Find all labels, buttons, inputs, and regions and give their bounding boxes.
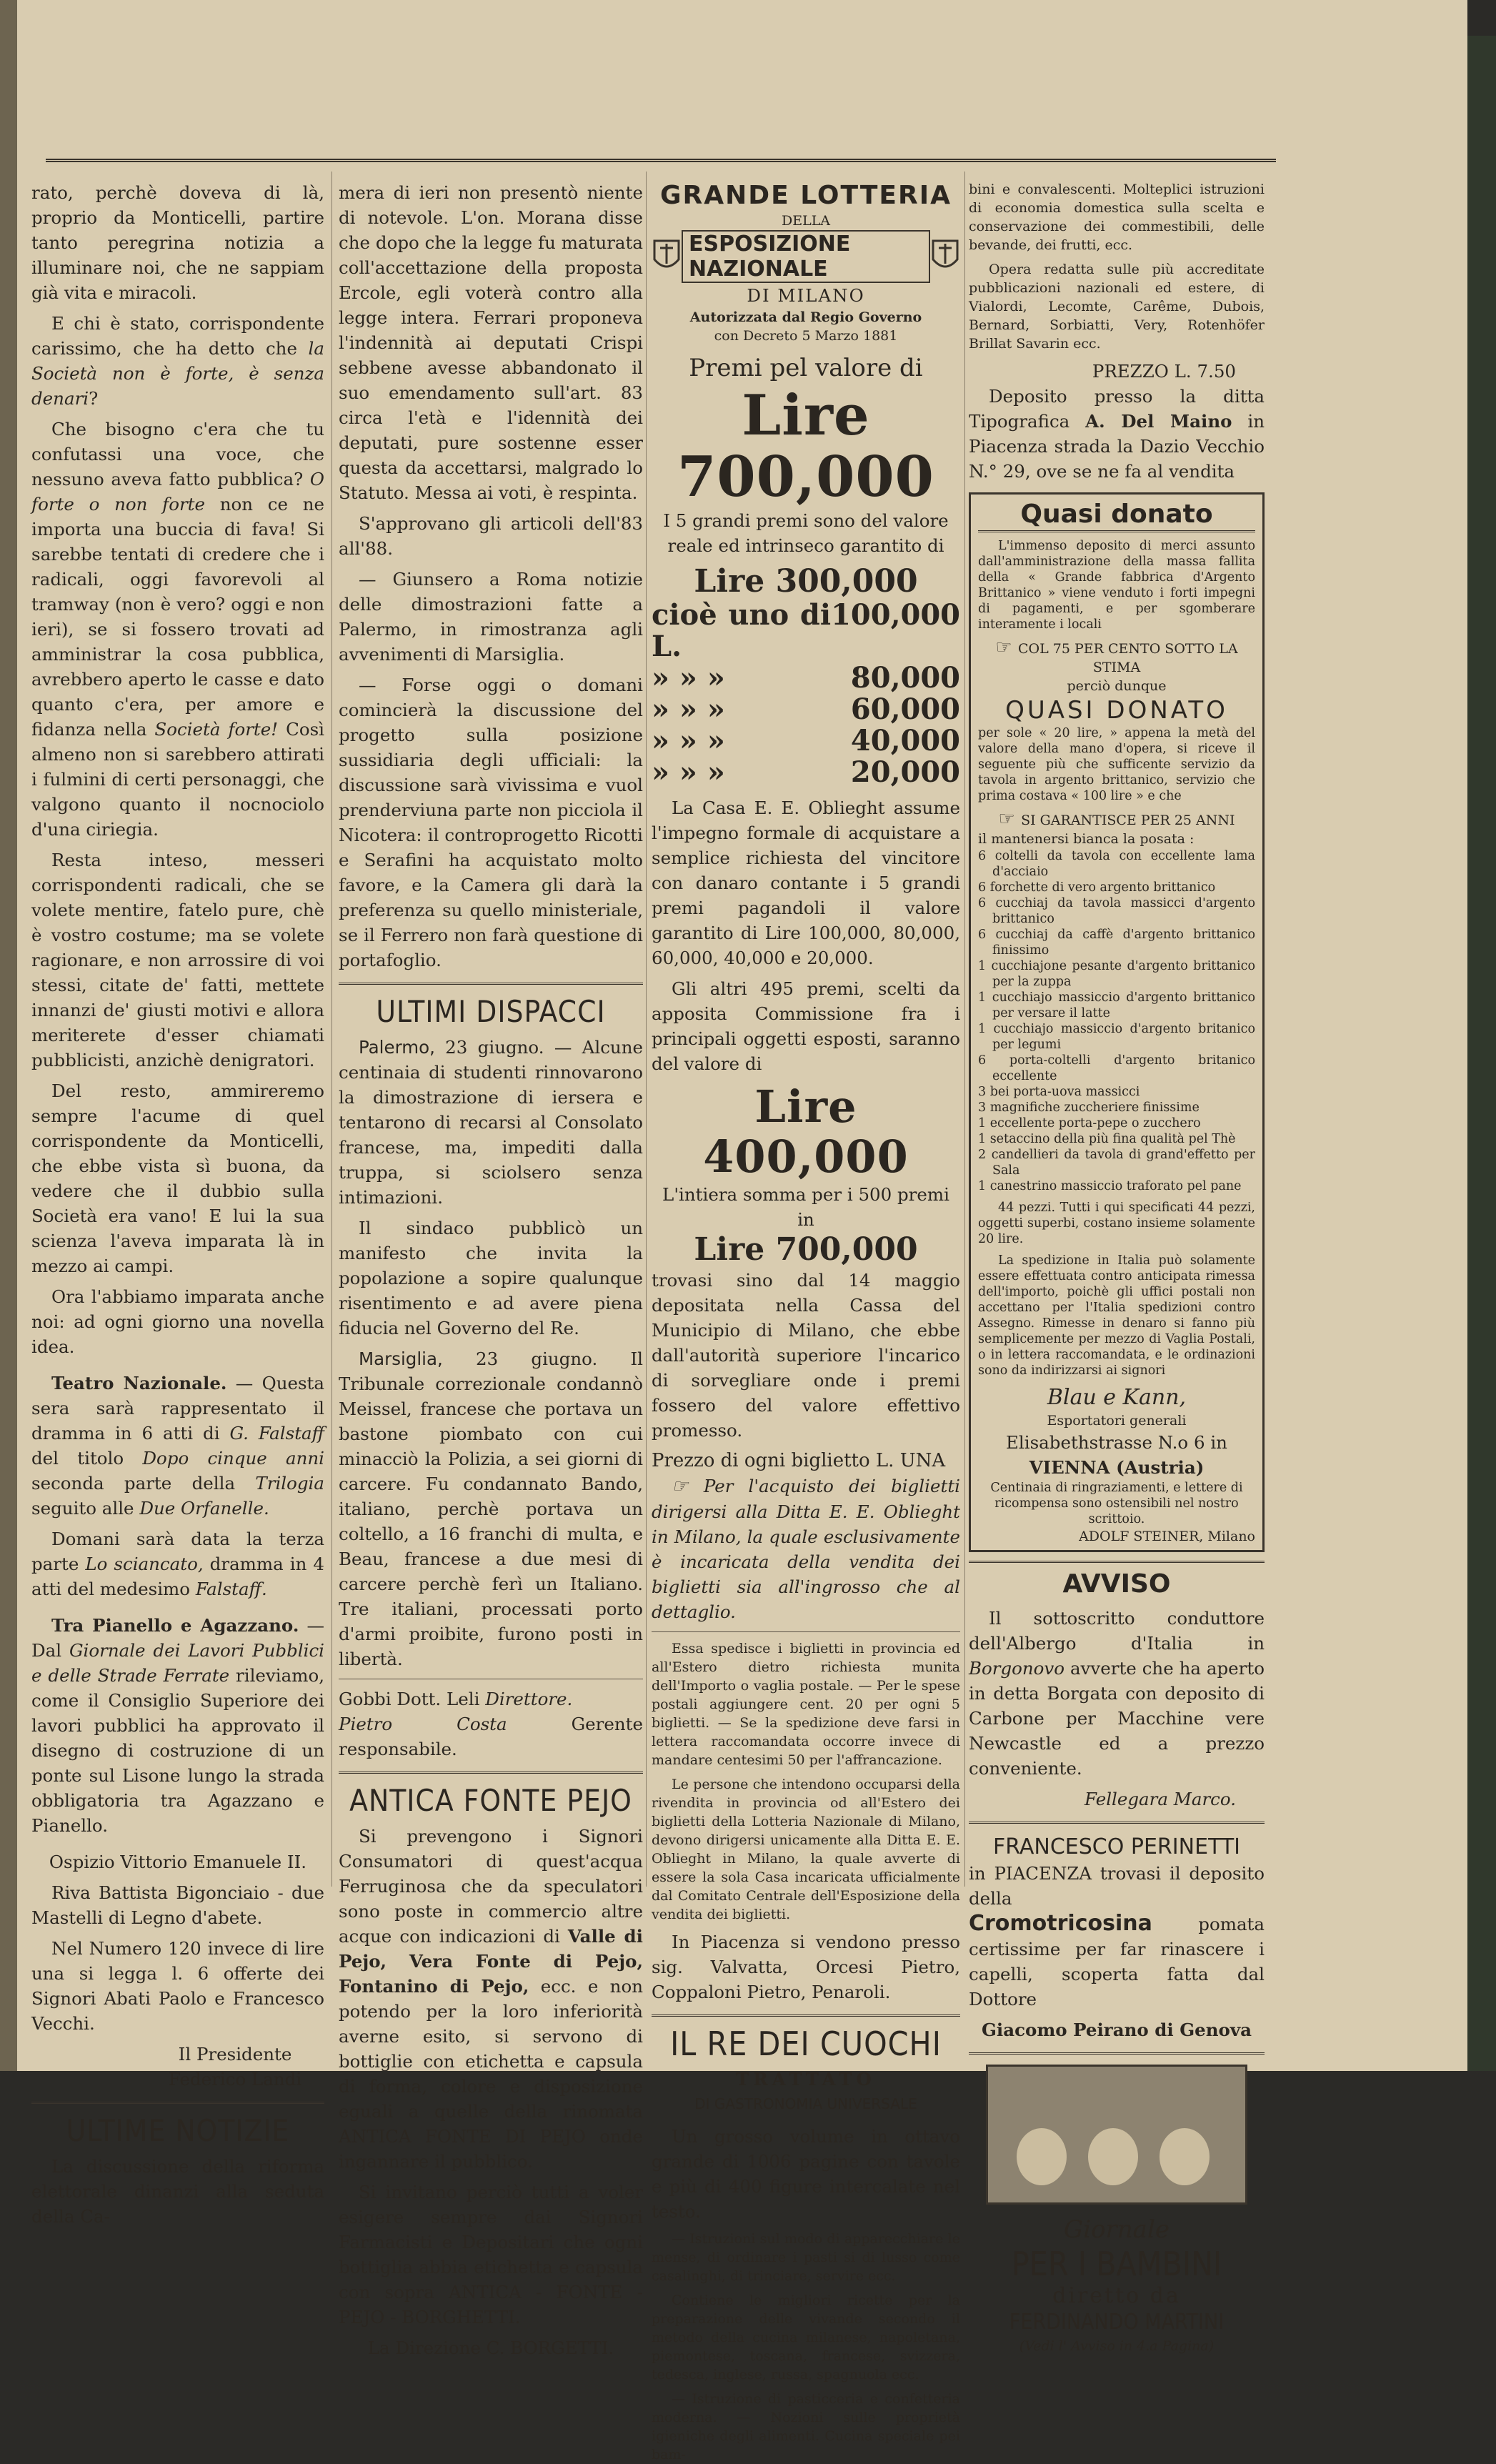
list-item: 6 coltelli da tavola con eccellente lama d'acciaio [978, 849, 1255, 879]
lottery-grand-prize: Lire 300,000 [694, 563, 918, 600]
paragraph: I 5 grandi premi sono del valore reale ed intrinseco garantito di [663, 510, 949, 556]
cutlery-list [978, 848, 1255, 1194]
section-heading: Teatro Nazionale. [51, 1373, 227, 1394]
text: la Società non è forte, è senza denari [31, 338, 324, 409]
list-item: 6 porta-coltelli d'argento britanico eccellente [978, 1053, 1255, 1083]
text: Si prevengono i Signori Consumatori di quest'acqua Ferruginosa che da speculatori sono poste in commercio altre acque con indicazioni di [339, 1826, 643, 1947]
text: 23 giugno. — Alcune centinaia di studenti rinnovarono la dimostrazione di iersera e tentarono di recarsi al Consolato francese, ma, impediti dalla truppa, si sciolsero senza intimazioni. [339, 1037, 643, 1208]
editor-name: FERDINANDO MARTINI [1009, 2310, 1225, 2335]
paragraph: Riva Battista Bigonciaio - due Mastelli di Legno d'abete. [31, 1882, 324, 1928]
paragraph: Centinaia di ringraziamenti, e lettere di ricompensa sono ostensibili nel nostro scrittoio. [990, 1481, 1243, 1526]
prize-value: 100,000 [831, 598, 960, 632]
per-i-bambini-title: PER I BAMBINI [1011, 2245, 1222, 2283]
text: rileviamo, come il Consiglio Superiore dei lavori pubblici ha approvato il disegno di costruzione di un ponte sul Lisone lungo la strada obbligatoria tra Agazzano e Pianello. [31, 1665, 324, 1836]
paragraph: bini e convalescenti. Molteplici istruzioni di economia domestica sulla scelta e conservazione dei commestibili, delle bevande, dei frutti, ecc. [969, 182, 1265, 253]
paragraph: Essa spedisce i biglietti in provincia ed all'Estero dietro richiesta munita dell'Importo o vaglia postale. — Per le spese postali aggiungere cent. 20 per ogni 5 biglietti. — Se la spedizione deve farsi in lettera raccomandata occorre invece di mandare centesimi 50 per l'affrancazione. [652, 1641, 960, 1768]
text: Lo sciancato, [85, 1554, 204, 1574]
text: Due Orfanelle. [139, 1498, 269, 1519]
text: pomata certissime per far rinascere i capelli, scoperta fatta dal Dottore [969, 1914, 1265, 2010]
paragraph: — Istruzioni sul modo di apparecchiare le mense, di ordinare i pasti si di lusso come casalinghi, di trinciare, servire ecc. [652, 2231, 960, 2284]
list-item: 1 setaccino della più fina qualità pel Thè [978, 1132, 1236, 1146]
text: — Questa sera sarà rappresentato il dramma in 6 atti di [31, 1373, 325, 1444]
text: G. Falstaff [229, 1423, 325, 1444]
quasi-donato-advert [969, 492, 1265, 1552]
column-divider [964, 172, 965, 1887]
text: A. Del Maino [1085, 411, 1232, 432]
tra-pianello-notice [31, 1613, 324, 1838]
paragraph [339, 1824, 643, 2174]
prize-label: » » » [652, 661, 725, 695]
list-item: 2 candellieri da tavola di grand'effetto per Sala [978, 1148, 1255, 1178]
lottery-ticket-price: Prezzo di ogni biglietto L. UNA [652, 1450, 946, 1471]
text: seconda parte della [31, 1473, 256, 1494]
perinetti-heading: FRANCESCO PERINETTI [993, 1834, 1240, 1859]
column-3 [652, 180, 960, 2463]
children-illustration [986, 2065, 1247, 2205]
paragraph [31, 1526, 324, 1601]
signature-title: Il Presidente [178, 2044, 292, 2065]
signature: La Direzione C. BORGETTI. [367, 2338, 614, 2358]
lottery-prizes-label: Premi pel valore di [689, 354, 923, 382]
list-item: 1 cucchiajo massiccio d'argento britanico per legumi [978, 1022, 1255, 1052]
pointing-hand-icon: ☞ [672, 1476, 704, 1497]
paragraph: Un grosso volume in ottavo grande di 1006 pagine con tavole e più di 400 figure intercalate nel testo. [652, 2126, 960, 2222]
divider [339, 983, 643, 985]
paragraph [31, 417, 324, 842]
lottery-order-info [652, 1474, 960, 1624]
paragraph: Opera redatta sulle più accreditate pubblicazioni nazionali ed estere, di Vialordi, Lecomte, Carême, Dubois, Bernard, Sorbiatti, Very, Rotenhöfer Brillat Savarin ecc. [969, 262, 1265, 352]
paragraph: Il sindaco pubblicò un manifesto che invita la popolazione a sopire qualunque risentimento e ad avere piena fiducia nel Governo del Re. [339, 1218, 643, 1338]
text: Pietro Costa [339, 1714, 507, 1734]
text: in [969, 1863, 994, 1884]
prize-row [652, 662, 960, 694]
company-role: Esportatori generali [1047, 1413, 1187, 1429]
lottery-total-amount: Lire 700,000 [677, 383, 934, 510]
header-rule [46, 159, 1276, 162]
paragraph: La Casa E. E. Oblieght assume l'impegno formale di acquistare a semplice richiesta del vincitore con danaro contante i 5 grandi premi pagandoli il valore garantito di Lire 100,000, 80,000, 60,000, 40,000 e 20,000. [652, 798, 960, 968]
text: O forte o non forte [31, 469, 324, 515]
pointing-hand-icon: ☞ [995, 637, 1018, 658]
guarantee-line [978, 810, 1255, 830]
paragraph: — Forse oggi o domani comincierà la discussione del progetto sulla posizione sussidiaria degli ufficiali: la discussione sarà vivissima e vuol prenderviuna parte non picciola il Nicotera: il controprogetto Ricotti e Serafini ha acquistato molto favore, e la Camera gli darà la preferenza su quello ministeriale, se il Ferrero non farà questione di portafoglio. [339, 675, 643, 970]
teatro-notice [31, 1371, 324, 1521]
signature: ADOLF STEINER, Milano [1079, 1529, 1255, 1544]
list-item: 3 magnifiche zuccheriere finissime [978, 1101, 1200, 1115]
text: dramma in 4 atti del medesimo [31, 1554, 324, 1599]
ospizio-heading: Ospizio Vittorio Emanuele II. [49, 1852, 307, 1872]
prize-label: » » » [652, 755, 725, 789]
prize-row [652, 757, 960, 788]
antica-fonte-pejo-heading: ANTICA FONTE PEJO [349, 1783, 632, 1818]
paragraph: per sole « 20 lire, » appena la metà del valore della mano d'opera, si riceve il seguente più che sufficente servizio da tavola in argento brittanico, servizio che prima costava « 100 lire » e che [978, 726, 1255, 803]
prize-value: 60,000 [850, 692, 960, 726]
lottery-della: DELLA [781, 213, 831, 229]
dateline: Marsiglia, [359, 1348, 443, 1369]
list-item: 1 canestrino massiccio traforato pel pane [978, 1179, 1242, 1193]
divider [969, 1822, 1265, 1824]
paragraph: In Piacenza si vendono presso sig. Valvatta, Orcesi Pietro, Coppaloni Pietro, Penaroli. [652, 1932, 960, 2002]
text: Gobbi Dott. Leli [339, 1689, 480, 1709]
paragraph [969, 1606, 1265, 1781]
product-name: Cromotricosina [969, 1911, 1152, 1936]
paragraph: Resta inteso, messeri corrispondenti radicali, che se volete mentire, fatelo pure, chè è vostro costume; ma se volete ragionare, e non arrossire di voi stessi, citate de' fatti, mettete innanzi de' giusti motivi e allora meriterete d'esser chiamati pubblicisti, anzichè denigratori. [31, 850, 324, 1070]
text: Domani sarà data la terza parte [31, 1529, 324, 1574]
text: avverte che ha aperto in detta Borgata con deposito di Carbone per Macchine vere Newcastle ed a prezzo conveniente. [969, 1658, 1265, 1779]
paragraph: Si invitano perciò tutti a voler esigere sempre dai Signori Farmacisti e Depositari che ogni bottiglia abbia etichetta e capsula con sopra ANTICA - FONTE - PEJO - BORGHETTI. [339, 2182, 643, 2328]
prize-value: 40,000 [850, 724, 960, 757]
prize-label: » » » [652, 724, 725, 757]
re-dei-cuochi-subject: DI GASTRONOMIA UNIVERSALE [694, 2095, 917, 2112]
text: Valle di Pejo, Vera Fonte di Pejo, Fontanino di Pejo, [339, 1926, 643, 1997]
dispatch-palermo [339, 1035, 643, 1210]
text: SI GARANTISCE PER 25 ANNI [1021, 813, 1235, 828]
paragraph: 44 pezzi. Tutti i qui specificati 44 pezzi, oggetti superbi, costano insieme solamente 20 lire. [978, 1201, 1255, 1246]
coat-of-arms-icon [652, 238, 682, 275]
paragraph: Contiene le migliori ricette per la preparazione delle vivande secondo il metodo della cucina milanese, napoletana, piemontese, toscana, francese, svizzera, tedesca, inglese, russa, spagnuola ecc. [652, 2292, 960, 2383]
prize-row [652, 725, 960, 757]
text: Dopo cinque anni [142, 1448, 324, 1469]
prize-row [652, 600, 960, 662]
text: Società forte! [154, 719, 279, 740]
pointing-hand-icon: ☞ [998, 808, 1022, 830]
text: Per l'acquisto dei biglietti dirigersi alla Ditta E. E. Oblieght in Milano, la quale esclusivamente è incaricata della vendita dei biglietti sia all'ingrosso che al dettaglio. [652, 1476, 960, 1622]
lottery-exposition: ESPOSIZIONE NAZIONALE [682, 230, 930, 283]
newspaper-page [17, 0, 1467, 2463]
text: Direttore. [479, 1689, 573, 1709]
text: E chi è stato, corrispondente carissimo, che ha detto che [31, 313, 324, 359]
signature-name: Federico Landi [168, 2069, 302, 2090]
paragraph: Le persone che intendono occuparsi della rivendita in provincia od all'Estero dei biglietti della Lotteria Nazionale di Milano, devono dirigersi unicamente alla Ditta E. E. Oblieght in Milano, la quale avverte di essere la sola Casa incaricata ufficialmente dal Comitato Centrale dell'Esposizione della vendita dei biglietti. [652, 1777, 960, 1922]
text: PIACENZA [994, 1863, 1092, 1884]
list-item: 6 cucchiaj da tavola massicci d'argento brittanico [978, 896, 1255, 926]
discount-line [978, 638, 1255, 677]
paragraph: — Giunsero a Roma notizie delle dimostrazioni fatte a Palermo, in rimostranza agli avvenimenti di Marsiglia. [339, 569, 643, 665]
quasi-donato-heading: Quasi donato [978, 499, 1255, 532]
text: del titolo [31, 1448, 143, 1469]
list-item: 6 forchette di vero argento brittanico [978, 880, 1216, 895]
dispatch-marsiglia [339, 1346, 643, 1671]
masthead-manager [339, 1712, 643, 1762]
text: Il sottoscritto conduttore dell'Albergo d'Italia in [969, 1608, 1265, 1654]
company-address: Elisabethstrasse N.o 6 in [1006, 1432, 1227, 1453]
paragraph: trovasi sino dal 14 maggio depositata nella Cassa del Municipio di Milano, che ebbe dall'autorità superiore l'incarico di sorvegliare onde i premi fossero del valore effettivo promesso. [652, 1270, 960, 1441]
lottery-total-label: L'intiera somma per i 500 premi in [662, 1184, 949, 1230]
text: — Dal [31, 1615, 324, 1661]
paragraph: L'immenso deposito di merci assunto dall'amministrazione della massa fallita della « Grande fabbrica d'Argento Brittanico » viene venduto i forti impegni di pagamenti, e per sgomberare interamente i locali [978, 539, 1255, 632]
prize-value: 80,000 [850, 661, 960, 695]
text: perciò dunque [1067, 678, 1167, 694]
text: Che bisogno c'era che tu confutassi una voce, che nessuno aveva fatto pubblica? [31, 419, 324, 490]
ultime-notizie-heading: ULTIME NOTIZIE [66, 2113, 290, 2148]
list-item: 3 bei porta-uova massicci [978, 1085, 1140, 1099]
company-name: Blau e Kann, [1047, 1385, 1187, 1410]
child-face-icon [1160, 2128, 1210, 2185]
text: Borgonovo [969, 1658, 1065, 1679]
paragraph [31, 311, 324, 411]
paragraph: Del resto, ammireremo sempre l'acume di quel corrispondente da Monticelli, che ebbe vista sì buona, da vedere che il dubbio sulla Società era vano! E lui la sua scienza l'aveva imparata là in mezzo ai campi. [31, 1081, 324, 1276]
text: Falstaff. [195, 1579, 267, 1599]
divider [31, 2102, 324, 2104]
paragraph [969, 1861, 1265, 2012]
avviso-heading: AVVISO [969, 1561, 1265, 1600]
prize-value: 20,000 [850, 755, 960, 789]
paragraph: rato, perchè doveva di là, proprio da Monticelli, partire tanto peregrina notizia a illuminare noi, che ne sappiam già vita e miracoli. [31, 182, 324, 303]
lottery-total-amount-2: Lire 700,000 [694, 1231, 918, 1268]
paragraph: Ora l'abbiamo imparata anche noi: ad ogni giorno una novella idea. [31, 1286, 324, 1357]
divider [652, 2015, 960, 2017]
lottery-title: GRANDE LOTTERIA [659, 181, 952, 210]
paragraph: Nel Numero 120 invece di lire una si legga l. 6 offerte dei Signori Abati Paolo e Francesco Vecchi. [31, 1938, 324, 2034]
child-face-icon [1088, 2128, 1138, 2185]
prize-label: cioè uno di L. [652, 598, 832, 663]
diretto-da: diretto da [1052, 2283, 1181, 2308]
left-page-edge [0, 0, 17, 2071]
list-item: 1 cucchiajone pesante d'argento brittanico per la zuppa [978, 959, 1255, 989]
paragraph: Gli altri 495 premi, scelti da apposita Commissione fra i principali oggetti esposti, saranno del valore di [652, 978, 960, 1074]
text: Trilogia [255, 1473, 324, 1494]
re-dei-cuochi-subtitle: TRATTATO [736, 2069, 876, 2090]
text: in Piacenza strada la Dazio Vecchio N.° 29, ove se ne fa al vendita [969, 411, 1265, 482]
text: trovasi il deposito della [969, 1863, 1265, 1909]
text: ecc. e non potendo per la loro inferiorità averne esito, si servono di bottiglie con etichetta e capsula di forma, colore e disposizione eguali a quelle della rinomata ANTICA FONTE DI PEJO onde ingannare il pubblico. [339, 1976, 643, 2172]
text: Deposito presso la ditta Tipografica [969, 386, 1265, 432]
divider [652, 1631, 960, 1632]
divider [969, 2052, 1265, 2055]
text: non ce ne importa una buccia di fava! Si sarebbe tentati di credere che i radicali, oggi favorevoli al tramway (non è vero? oggi e non ieri), se si fossero trovati ad amministrar la cosa pubblica, avrebbero aperto le casse e dato quanto c'era, per amore e fidanza nella [31, 494, 324, 740]
ultimi-dispacci-heading: ULTIMI DISPACCI [376, 994, 606, 1029]
divider [339, 1772, 643, 1774]
signature: Fellegara Marco. [1084, 1789, 1236, 1809]
column-divider [646, 172, 647, 1887]
text: COL 75 PER CENTO SOTTO LA STIMA [1018, 641, 1238, 675]
prize-row [652, 694, 960, 725]
column-divider [331, 172, 332, 1887]
lottery-other-prizes-amount: Lire 400,000 [703, 1081, 909, 1183]
section-heading: Tra Pianello e Agazzano. [51, 1615, 299, 1636]
prize-label: » » » [652, 692, 725, 726]
lottery-decree: con Decreto 5 Marzo 1881 [714, 328, 898, 344]
giornale-label: Giornale [1064, 2215, 1170, 2244]
lottery-crest-row [652, 230, 960, 283]
lottery-city: DI MILANO [747, 285, 865, 306]
coat-of-arms-icon [930, 238, 960, 275]
list-item: 6 cucchiaj da caffè d'argento brittanico finissimo [978, 928, 1255, 958]
text: il mantenersi bianca la posata : [978, 831, 1195, 847]
column-4 [969, 180, 1265, 2354]
list-item: 1 cucchiajo massiccio d'argento brittanico per versare il latte [978, 990, 1255, 1020]
column-2 [339, 180, 643, 2358]
dateline: Palermo, [359, 1037, 435, 1058]
paragraph: La spedizione in Italia può solamente essere effettuata contro anticipata rimessa dell'importo, poichè gli uffici postali non accettano per l'Italia spedizioni contro Assegno. Rimesse in denaro si fanno più semplicemente per mezzo di Vaglia Postali, o in lettera raccomandata, e le ordinazioni sono da indirizzarsi ai signori [978, 1253, 1255, 1378]
paragraph [969, 384, 1265, 484]
text: Gerente responsabile. [339, 1714, 643, 1759]
company-city: VIENNA (Austria) [1029, 1457, 1205, 1478]
text: Giornale dei Lavori Pubblici e delle Strade Ferrate [31, 1640, 324, 1686]
list-item: 1 eccellente porta-pepe o zucchero [978, 1116, 1201, 1131]
text: ? [89, 388, 99, 409]
column-1 [31, 180, 325, 2227]
text: Così almeno non si sarebbero attirati i fulmini di certi personaggi, che valgono quanto il nocnociolo d'una ciriegia. [31, 719, 324, 840]
page-reference: (Vedi l' Avviso in 4.a Pagina) [1019, 2338, 1215, 2354]
paragraph: La discussione della riforma elettorale dinanzi alla seduta della Ca- [31, 2156, 324, 2227]
masthead-director [339, 1686, 643, 1712]
quasi-donato-subheading: QUASI DONATO [1005, 696, 1228, 725]
paragraph: S'approvano gli articoli dell'83 all'88. [339, 513, 643, 559]
doctor-name: Giacomo Peirano di Genova [981, 2020, 1252, 2040]
text: seguito alle [31, 1498, 140, 1519]
paragraph: — Istruzione di pasticceria e confetteria moderna. — Nozioni sulle proprietà igieniche degli alimenti. Cucina speciale pei bam- [652, 2391, 960, 2463]
paragraph: mera di ieri non presentò niente di notevole. L'on. Morana disse che dopo che la legge fu maturata coll'accettazione della proposta Ercole, egli voterà contro alla legge intera. Ferrari proponeva l'indennità ai deputati Crispi sebbene avesse abbandonato il suo emendamento sull'art. 83 circa l'età e l'idennità dei deputati, pure sostenne esser questa da accettarsi, malgrado lo Statuto. Messa ai voti, è respinta. [339, 182, 643, 503]
lottery-authorized: Autorizzata dal Regio Governo [689, 309, 922, 325]
book-price: PREZZO L. 7.50 [1092, 361, 1236, 382]
re-dei-cuochi-heading: IL RE DEI CUOCHI [670, 2025, 942, 2063]
text: 23 giugno. Il Tribunale correzionale condannò Meissel, francese che portava un bastone piombato con cui minacciò la Polizia, a sei giorni di carcere. Fu condannato Bando, italiano, perchè portava un coltello, a 16 franchi di multa, e Beau, francese a due mesi di carcere perchè ferì un Italiano. Tre italiani, processati porto d'armi proibite, furono posti in libertà. [339, 1348, 643, 1669]
child-face-icon [1017, 2128, 1067, 2185]
